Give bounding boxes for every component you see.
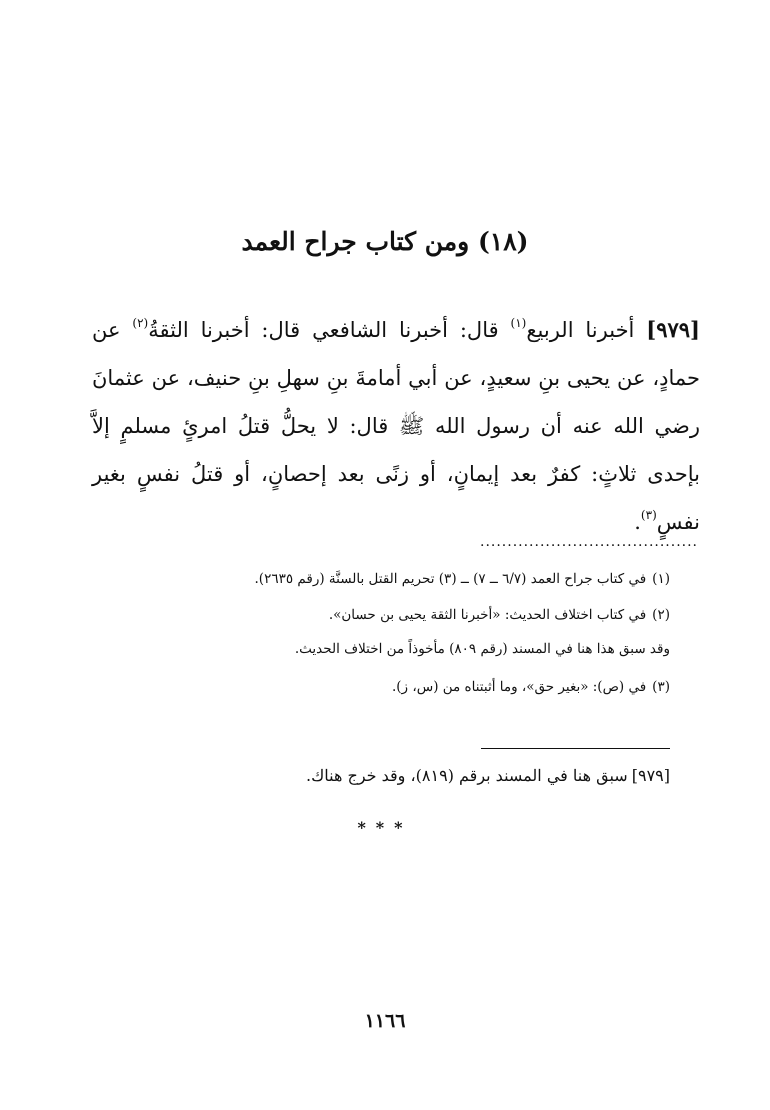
page-number: ١١٦٦ [364,1010,406,1032]
footnote-ref-2: (٢) [132,316,149,330]
commentary-note [200,762,670,790]
hadith-end-period: . [634,510,641,534]
hadith-text-part2: قال: أخبرنا الشافعي قال: أخبرنا الثقةُ [148,318,511,342]
footnote-number: (١) [652,571,670,587]
note-number: [٩٧٩] [631,766,670,785]
hadith-text [92,306,700,546]
footnote-separator: ........................................ [480,534,699,550]
footnote-text: في كتاب جراح العمد (٦/٧ ــ ٧) ــ (٣) تحريم القتل بالسنَّة (رقم ٢٦٣٥). [254,571,647,587]
footnote-text: في (ص): «بغير حق»، وما أثبتناه من (س، ز). [391,679,647,695]
footnote-1 [120,568,670,590]
footnote-text: في كتاب اختلاف الحديث: «أخبرنا الثقة يحيى بن حسان». [328,607,647,623]
footnote-number: (٣) [652,679,670,695]
hadith-text-part3: عن حمادٍ، عن يحيى بنِ سعيدٍ، عن أبي أمامةَ بنِ سهلِ بنِ حنيف، عن عثمانَ رضي الله عنه أن رسول الله ﷺ قال: لا يحلُّ قتلُ امرئٍ مسلمٍ إلاَّ بإحدى ثلاثٍ: كفرٌ بعد إيمانٍ، أو زنًى بعد إحصانٍ، أو قتلُ نفسٍ بغير نفسٍ [92,318,700,534]
commentary-rule [481,748,670,749]
note-text: سبق هنا في المسند برقم (٨١٩)، وقد خرج هناك. [306,766,628,785]
footnote-ref-3: (٣) [640,508,657,522]
footnote-2-continued [120,638,670,660]
footnote-number: (٢) [652,607,670,623]
footnote-3 [120,676,670,698]
footnote-2 [120,604,670,626]
hadith-number: [٩٧٩] [646,317,700,342]
section-end-stars: *** [357,818,413,837]
hadith-text-part1: أخبرنا الربيع [526,318,647,342]
footnote-text: وقد سبق هذا هنا في المسند (رقم ٨٠٩) مأخوذاً من اختلاف الحديث. [294,641,670,657]
chapter-title: (١٨) ومن كتاب جراح العمد [241,227,529,256]
footnote-ref-1: (١) [510,316,527,330]
